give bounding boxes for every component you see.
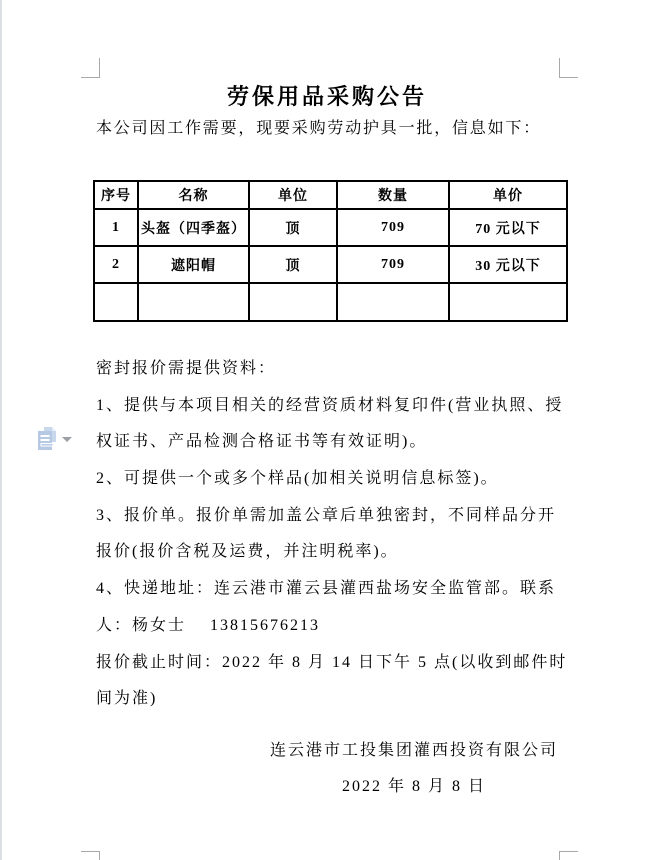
table-header-cell: 单价 [449, 181, 567, 209]
crop-mark-bottom-right [559, 851, 578, 860]
items-table [93, 180, 568, 322]
table-header-row [94, 181, 567, 209]
table-cell [138, 283, 249, 321]
table-header-cell: 数量 [337, 181, 449, 209]
table-cell: 遮阳帽 [138, 246, 249, 283]
body-line: 人：杨女士 13815676213 [96, 616, 321, 634]
page-edge-line [0, 0, 2, 860]
table-cell: 顶 [249, 209, 337, 246]
table-cell: 顶 [249, 246, 337, 283]
signature-date: 2022 年 8 月 8 日 [341, 778, 486, 795]
paste-options-widget[interactable] [37, 426, 73, 454]
table-cell: 709 [337, 209, 449, 246]
table-cell: 70 元以下 [449, 209, 567, 246]
crop-mark-top-right [559, 58, 578, 78]
table-cell: 1 [94, 209, 138, 246]
intro-paragraph: 本公司因工作需要，现要采购劳动护具一批，信息如下： [96, 120, 542, 137]
table-row [94, 209, 567, 246]
body-line: 1、提供与本项目相关的经营资质材料复印件(营业执照、授 [96, 396, 564, 414]
body-line: 2、可提供一个或多个样品(加相关说明信息标签)。 [96, 470, 499, 488]
table-cell: 头盔（四季盔） [138, 209, 249, 246]
table-cell [94, 283, 138, 321]
table-header-cell: 名称 [138, 181, 249, 209]
table-row [94, 283, 567, 321]
table-cell [249, 283, 337, 321]
table-header-cell: 单位 [249, 181, 337, 209]
document-title: 劳保用品采购公告 [226, 84, 427, 109]
table-header-cell: 序号 [94, 181, 138, 209]
chevron-down-icon[interactable] [62, 437, 72, 442]
crop-mark-top-left [81, 58, 100, 78]
body-line: 报价(报价含税及运费，并注明税率)。 [96, 543, 399, 561]
table-cell: 709 [337, 246, 449, 283]
table-cell [337, 283, 449, 321]
body-line: 4、快递地址：连云港市灌云县灌西盐场安全监管部。联系 [96, 580, 557, 598]
signature-block [270, 733, 558, 805]
signature-company: 连云港市工投集团灌西投资有限公司 [269, 742, 558, 759]
body-text-block [96, 351, 581, 718]
table-cell [449, 283, 567, 321]
body-line: 权证书、产品检测合格证书等有效证明)。 [96, 433, 428, 451]
table-cell: 30 元以下 [449, 246, 567, 283]
body-line: 3、报价单。报价单需加盖公章后单独密封，不同样品分开 [96, 506, 557, 524]
body-line: 密封报价需提供资料： [96, 360, 277, 377]
body-line: 间为准) [96, 690, 158, 708]
table-cell: 2 [94, 246, 138, 283]
table-row [94, 246, 567, 283]
crop-mark-bottom-left [81, 851, 100, 860]
body-line: 报价截止时间：2022 年 8 月 14 日下午 5 点(以收到邮件时 [96, 653, 568, 671]
